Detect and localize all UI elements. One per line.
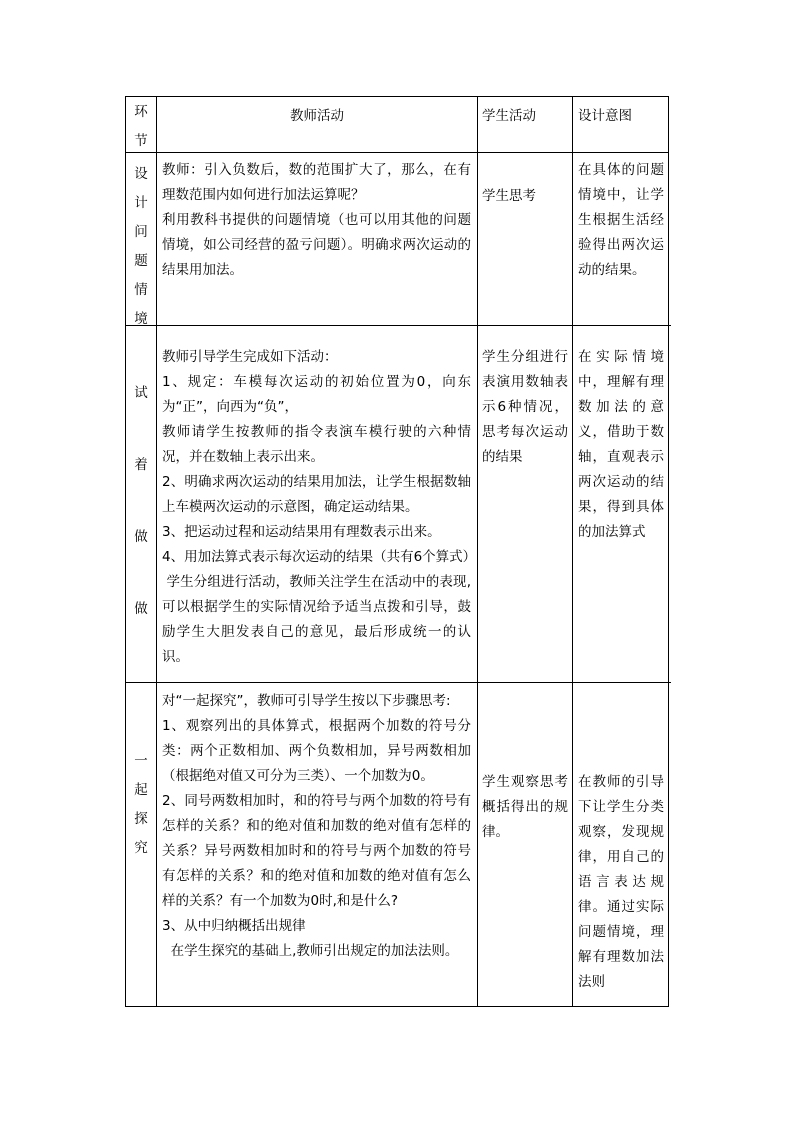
row3-teacher-para-4: 3、从中归纳概括出规律 [162, 918, 306, 934]
row2-stage-text [130, 381, 152, 669]
row3-teacher-activity [162, 689, 471, 964]
row3-teacher-para-5: 在学生探究的基础上,教师引出规定的加法法则。 [162, 943, 459, 959]
column-divider-3 [572, 96, 573, 1007]
row2-teacher-para-6: 4、用加法算式表示每次运动的结果（共有6个算式） [162, 549, 477, 565]
row-divider-2 [125, 682, 671, 683]
lesson-plan-table [125, 96, 669, 1007]
row2-teacher-para-3: 教师请学生按教师的指令表演车模行驶的六种情况，并在数轴上表示出来。 [162, 424, 471, 465]
row3-teacher-para-2: 1、观察列出的具体算式，根据两个加数的符号分类：两个正数相加、两个负数相加，异号两数相加（根据绝对值又可分为三类）、一个加数为0。 [162, 718, 471, 784]
column-divider-1 [156, 96, 157, 1007]
row3-stage: 一起探究 [134, 753, 148, 856]
row1-teacher-para-2: 利用教科书提供的问题情境（也可以用其他的问题情境，如公司经营的盈亏问题）。明确求两次运动的结果用加法。 [162, 212, 471, 278]
header-divider [125, 152, 669, 153]
row2-stage-char: 试 [134, 385, 148, 401]
row2-stage-char: 做 [134, 529, 148, 545]
row1-teacher-activity [162, 158, 471, 283]
row2-teacher-para-2: 1、规定：车模每次运动的初始位置为0，向东为“正”，向西为“负”， [162, 374, 471, 415]
row2-teacher-para-4: 2、明确求两次运动的结果用加法，让学生根据数轴上车模两次运动的示意图，确定运动结果。 [162, 474, 471, 515]
row2-teacher-para-7: 学生分组进行活动，教师关注学生在活动中的表现,可以根据学生的实际情况给予适当点拨和引导，鼓励学生大胆发表自己的意见，最后形成统一的认识。 [162, 574, 472, 665]
header-design-intent: 设计意图 [578, 108, 632, 124]
row2-teacher-para-1: 教师引导学生完成如下活动： [162, 349, 338, 365]
row2-design-intent: 在实际情境中，理解有理数加法的意义，借助于数轴，直观表示两次运动的结果，得到具体的加法算式 [578, 349, 664, 540]
row-divider-1 [125, 325, 671, 326]
header-stage: 环节 [134, 104, 148, 149]
row3-design-intent: 在教师的引导下让学生分类观察，发现规律，用自己的语言表达规律。通过实际问题情境，理解有理数加法法则 [578, 774, 664, 990]
row2-teacher-activity [162, 345, 477, 670]
table-border-right [668, 96, 669, 1007]
row1-stage: 设计问题情境 [134, 166, 148, 327]
row1-student-activity: 学生思考 [482, 188, 536, 204]
table-border-bottom [125, 1006, 669, 1007]
row2-teacher-para-5: 3、把运动过程和运动结果用有理数表示出来。 [162, 524, 441, 540]
row1-design-intent: 在具体的问题情境中，让学生根据生活经验得出两次运动的结果。 [578, 162, 664, 278]
row3-student-activity: 学生观察思考概括得出的规律。 [482, 774, 568, 840]
row3-teacher-para-1: 对“一起探究”，教师可引导学生按以下步骤思考: [162, 693, 451, 709]
row2-stage [130, 381, 152, 669]
row3-teacher-para-3: 2、同号两数相加时，和的符号与两个加数的符号有怎样的关系？和的绝对值和加数的绝对值有怎样的关系？异号两数相加时和的符号与两个加数的符号有怎样的关系？和的绝对值和加数的绝对值有怎么样的关系？有一个加数为0时,和是什么? [162, 793, 471, 909]
row2-stage-char: 做 [134, 601, 148, 617]
table-border-top [125, 96, 669, 97]
row2-stage-char: 着 [134, 457, 148, 473]
header-teacher-activity: 教师活动 [290, 108, 344, 124]
column-divider-2 [477, 96, 478, 1007]
table-border-left [125, 96, 126, 1007]
row1-teacher-para-1: 教师：引入负数后，数的范围扩大了，那么，在有理数范围内如何进行加法运算呢？ [162, 162, 471, 203]
row2-student-activity: 学生分组进行表演用数轴表示6种情况，思考每次运动的结果 [482, 349, 568, 465]
header-student-activity: 学生活动 [482, 108, 536, 124]
